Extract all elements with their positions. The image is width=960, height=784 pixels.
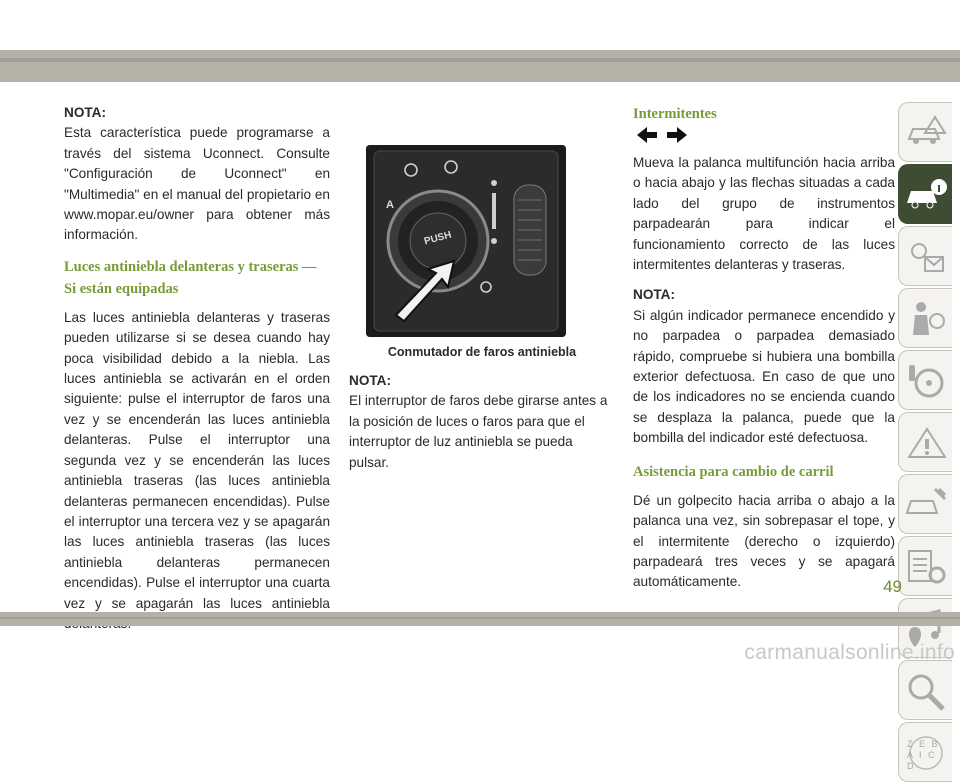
- tab-alphabet-index[interactable]: [898, 722, 952, 782]
- alphabet-index-letters: Z E B A I C D: [907, 739, 939, 771]
- right-column: [633, 103, 895, 593]
- warning-lights-icon: [905, 237, 947, 277]
- turn-signals-body: Mueva la palanca multifunción hacia arriba o hacia abajo y las flechas situadas a cada lado del grupo de instrumentos parpadearán para indicar el funcionamiento correcto de las luces intermitentes delanteras y traseras.: [633, 155, 895, 273]
- steering-wheel-icon: [905, 361, 947, 401]
- left-column: [64, 103, 330, 634]
- tab-warning-lights[interactable]: [898, 226, 952, 286]
- search-icon: [905, 671, 947, 711]
- tab-checklist-gear[interactable]: [898, 536, 952, 596]
- checklist-gear-icon: [905, 547, 947, 587]
- headlamp-switch-photo: [366, 145, 566, 337]
- car-service-icon: [905, 485, 947, 525]
- note-label: NOTA:: [633, 287, 676, 303]
- figure-caption: Conmutador de faros antiniebla: [387, 345, 577, 359]
- knob-label-push: PUSH: [423, 229, 453, 248]
- section-heading-lane-change: Asistencia para cambio de carril: [633, 463, 834, 480]
- watermark: carmanualsonline.info: [744, 641, 955, 664]
- note-text: El interruptor de faros debe girarse antes a la posición de luces o faros para que el interruptor de luz antiniebla se pueda pulsar.: [349, 393, 608, 470]
- section-heading-fog-lights: Luces antiniebla delanteras y traseras — Si están equipadas: [64, 258, 317, 297]
- footer-band: [0, 612, 960, 626]
- middle-column: [349, 371, 615, 473]
- turn-signal-arrows-icon: [637, 127, 687, 143]
- headlamp-switch-illustration: [366, 145, 566, 337]
- lane-change-body: Dé un golpecito hacia arriba o abajo a la palanca una vez, sin sobrepasar el tope, y el intermitente (derecho o izquierdo) parpadeará tres veces y se apagará automáticamente.: [633, 492, 895, 590]
- header-band-stripe: [0, 58, 960, 62]
- note-text: Esta característica puede programarse a través del sistema Uconnect. Consulte "Configuración de Uconnect" en "Multimedia" en el manual del propietario en www.mopar.eu/owner para obtener más información.: [64, 125, 330, 243]
- tab-roadside-warning[interactable]: [898, 412, 952, 472]
- tab-car-info[interactable]: [898, 164, 952, 224]
- tab-steering-wheel[interactable]: [898, 350, 952, 410]
- tab-search[interactable]: [898, 660, 952, 720]
- note-label: NOTA:: [349, 373, 392, 388]
- page-number: 49: [883, 577, 902, 596]
- seatbelt-airbag-icon: [905, 299, 947, 339]
- header-band: [0, 50, 960, 82]
- roadside-warning-icon: [905, 423, 947, 463]
- tab-car-service[interactable]: [898, 474, 952, 534]
- knob-label-a: A: [386, 199, 394, 211]
- car-info-icon: [905, 175, 947, 215]
- tab-seatbelt-airbag[interactable]: [898, 288, 952, 348]
- chapter-tabs: [898, 102, 952, 784]
- note-label: NOTA:: [64, 105, 107, 120]
- tab-car-warning[interactable]: [898, 102, 952, 162]
- car-warning-icon: [905, 113, 947, 153]
- note-text: Si algún indicador permanece encendido y no parpadea o parpadea demasiado rápido, compruebe si hubiera una bombilla exterior defectuosa. En caso de que uno de los indicadores no se encienda cuando se desplaza la palanca, puede que la bombilla del indicador esté defectuosa.: [633, 307, 895, 446]
- footer-band-stripe: [0, 617, 960, 619]
- fog-lights-body: Las luces antiniebla delanteras y traseras pueden utilizarse si se desea cuando hay poca visibilidad debido a la niebla. Las luces antiniebla se activarán en el orden siguiente: pulse el interruptor de faros una vez y se encenderán las luces antiniebla delanteras. Pulse el interruptor una segunda vez y se encenderán las luces antiniebla traseras (las luces antiniebla delanteras permanecen encendidas). Pulse el interruptor una tercera vez y se apagarán las luces antiniebla traseras (las luces antiniebla delanteras permanecen encendidas). Pulse el interruptor una cuarta vez y se apagarán las luces antiniebla: [64, 309, 330, 611]
- section-heading-turn-signals: Intermitentes: [633, 106, 717, 122]
